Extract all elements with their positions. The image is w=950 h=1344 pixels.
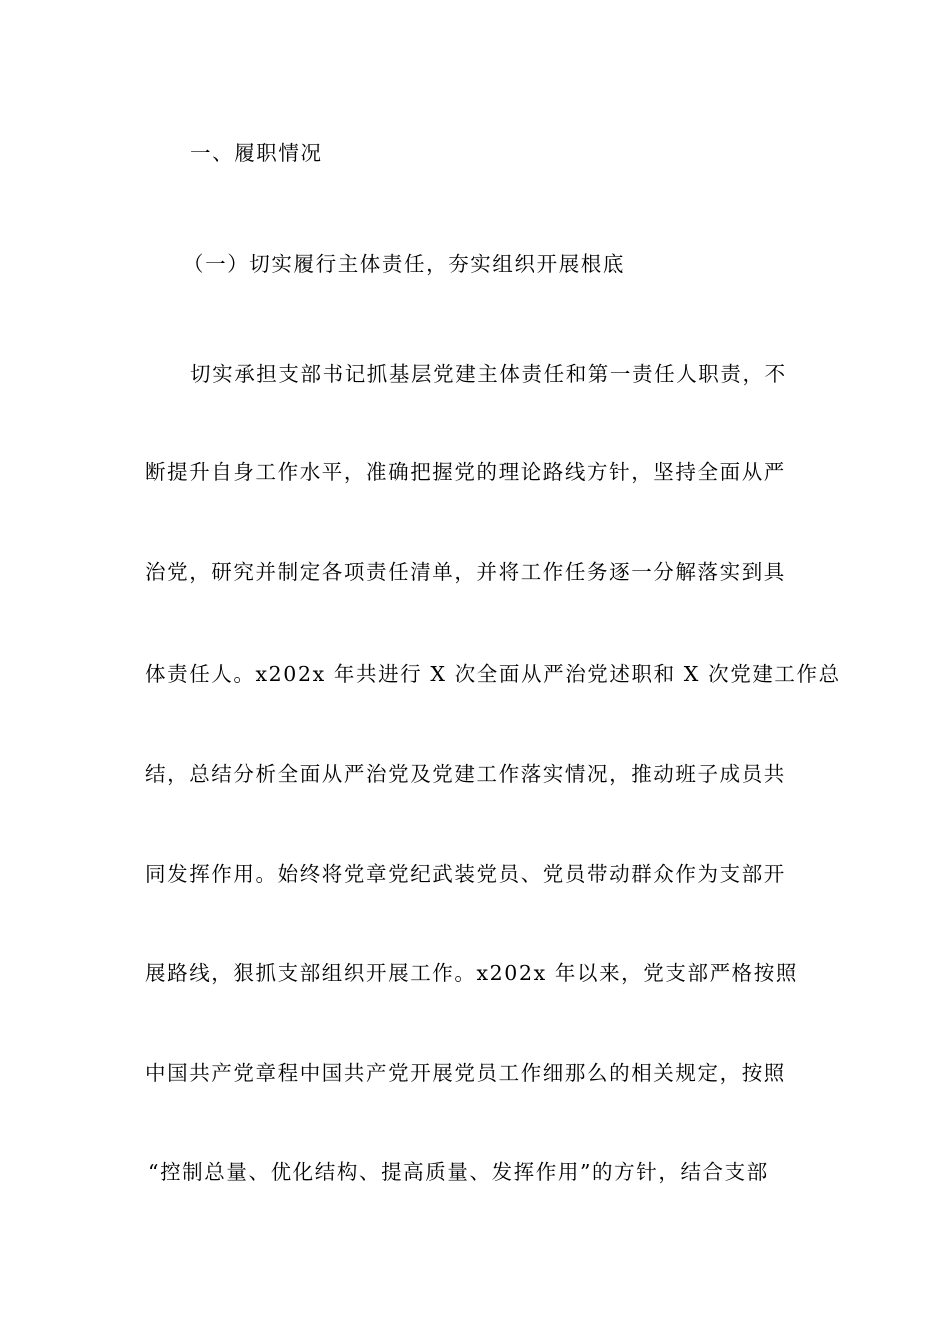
paragraph-line: 治党，研究并制定各项责任清单，并将工作任务逐一分解落实到具 (145, 560, 786, 584)
paragraph-line: “控制总量、优化结构、提高质量、发挥作用”的方针，结合支部 (148, 1160, 769, 1184)
sub-heading: （一）切实履行主体责任，夯实组织开展根底 (183, 252, 625, 276)
paragraph-line: 结，总结分析全面从严治党及党建工作落实情况，推动班子成员共 (145, 762, 786, 786)
paragraph-line: 展路线，狠抓支部组织开展工作。x202x 年以来，党支部严格按照 (145, 961, 798, 985)
paragraph-line: 同发挥作用。始终将党章党纪武装党员、党员带动群众作为支部开 (145, 862, 786, 886)
paragraph-line: 断提升自身工作水平，准确把握党的理论路线方针，坚持全面从严 (145, 460, 786, 484)
section-heading: 一、履职情况 (190, 141, 323, 165)
paragraph-line: 切实承担支部书记抓基层党建主体责任和第一责任人职责，不 (190, 362, 787, 386)
paragraph-line: 体责任人。x202x 年共进行 X 次全面从严治党述职和 X 次党建工作总 (145, 662, 841, 686)
paragraph-line: 中国共产党章程中国共产党开展党员工作细那么的相关规定，按照 (145, 1061, 786, 1085)
